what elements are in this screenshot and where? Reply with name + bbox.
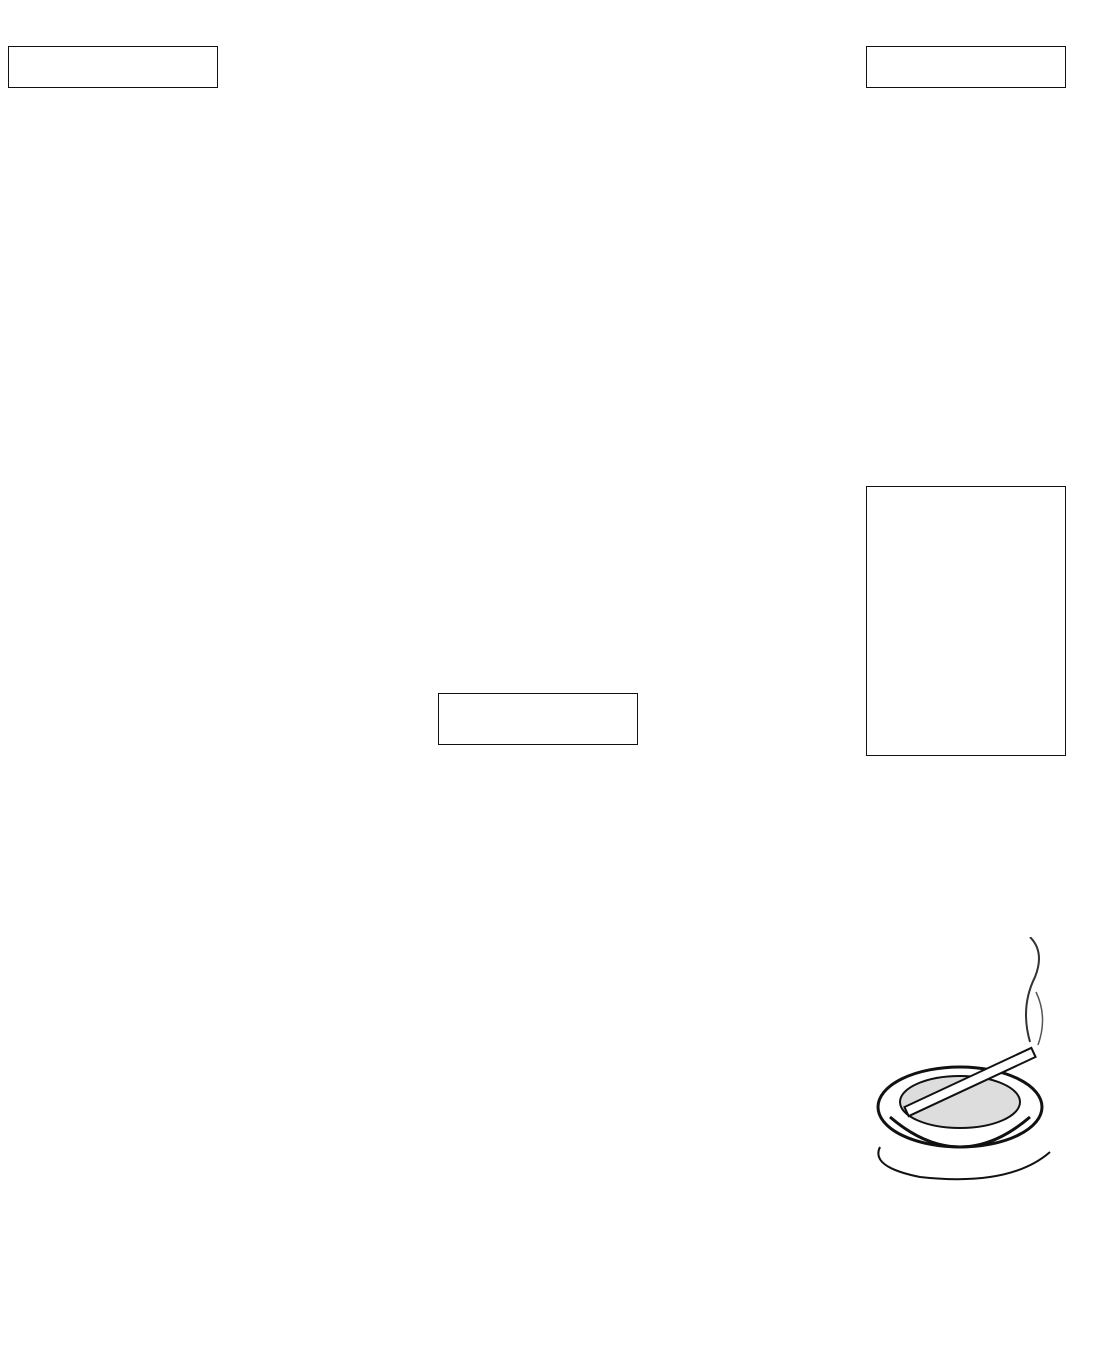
feature-box — [866, 486, 1066, 756]
weather-forecast-left — [8, 46, 218, 88]
ashtray-cigarette-illustration — [860, 937, 1064, 1197]
de-reszke-advertisement — [860, 925, 1064, 1295]
rita-note — [438, 693, 638, 745]
weather-forecast-right — [866, 46, 1066, 88]
